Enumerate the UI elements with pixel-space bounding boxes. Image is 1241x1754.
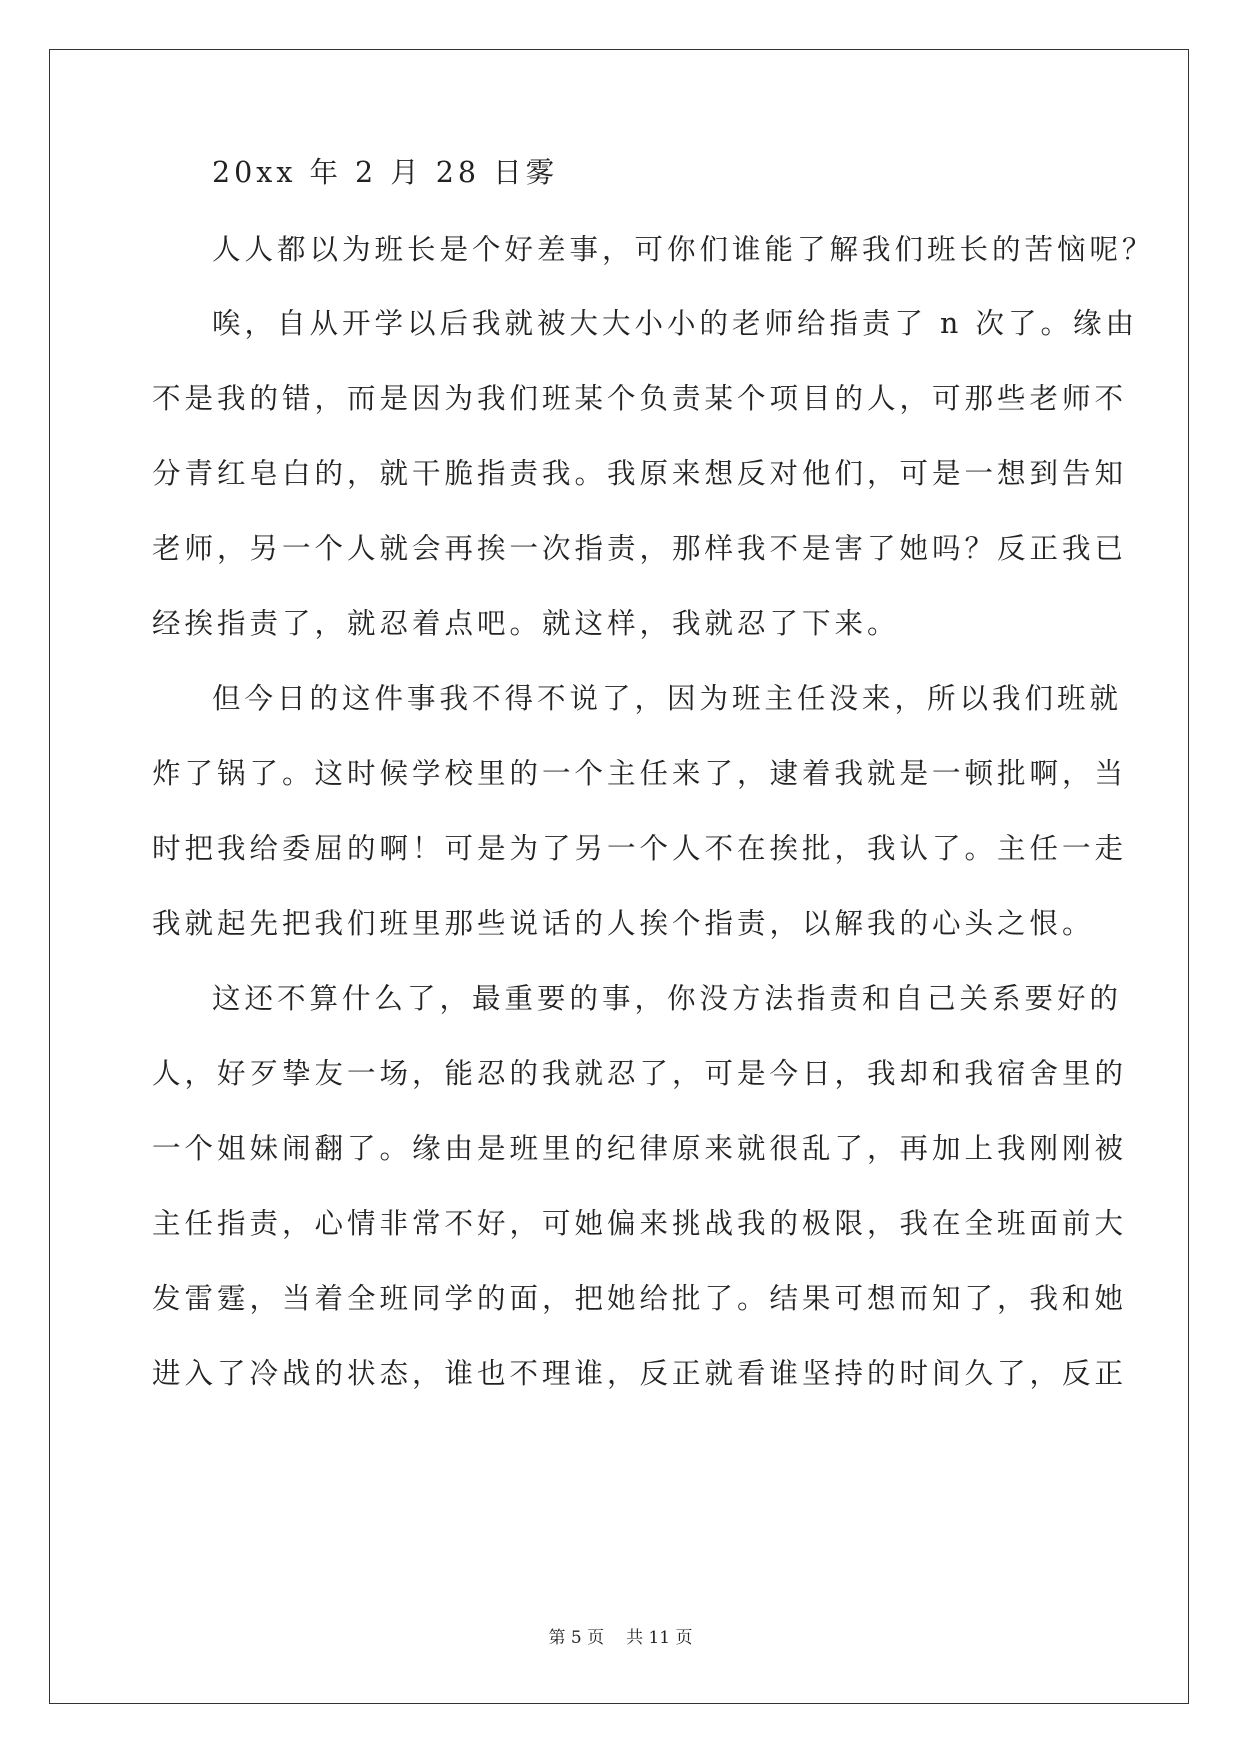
text-line: 人，好歹挚友一场，能忍的我就忍了，可是今日，我却和我宿舍里的 <box>152 1057 1128 1090</box>
page-number: 第 5 页 <box>548 1628 605 1648</box>
text-line: 炸了锅了。这时候学校里的一个主任来了，逮着我就是一顿批啊，当 <box>152 757 1128 790</box>
text-line: 主任指责，心情非常不好，可她偏来挑战我的极限，我在全班面前大 <box>152 1207 1128 1240</box>
text-line: 唉，自从开学以后我就被大大小小的老师给指责了 n 次了。缘由 <box>212 307 1138 340</box>
text-line: 时把我给委屈的啊！可是为了另一个人不在挨批，我认了。主任一走 <box>152 832 1128 865</box>
text-line: 一个姐妹闹翻了。缘由是班里的纪律原来就很乱了，再加上我刚刚被 <box>152 1132 1128 1165</box>
text-line: 我就起先把我们班里那些说话的人挨个指责，以解我的心头之恨。 <box>152 907 1095 940</box>
text-line: 经挨指责了，就忍着点吧。就这样，我就忍了下来。 <box>152 607 900 640</box>
page-border <box>49 49 1189 1704</box>
text-line: 这还不算什么了，最重要的事，你没方法指责和自己关系要好的 <box>212 982 1123 1015</box>
text-line: 但今日的这件事我不得不说了，因为班主任没来，所以我们班就 <box>212 682 1123 715</box>
page-footer <box>0 1626 1241 1650</box>
page-total: 共 11 页 <box>626 1628 693 1648</box>
text-line: 人人都以为班长是个好差事，可你们谁能了解我们班长的苦恼呢？ <box>212 233 1155 266</box>
text-line: 进入了冷战的状态，谁也不理谁，反正就看谁坚持的时间久了，反正 <box>152 1357 1128 1390</box>
date-heading: 20xx 年 2 月 28 日雾 <box>212 156 559 189</box>
text-line: 老师，另一个人就会再挨一次指责，那样我不是害了她吗？反正我已 <box>152 532 1128 565</box>
text-line: 发雷霆，当着全班同学的面，把她给批了。结果可想而知了，我和她 <box>152 1282 1128 1315</box>
text-line: 不是我的错，而是因为我们班某个负责某个项目的人，可那些老师不 <box>152 382 1128 415</box>
text-line: 分青红皂白的，就干脆指责我。我原来想反对他们，可是一想到告知 <box>152 457 1128 490</box>
